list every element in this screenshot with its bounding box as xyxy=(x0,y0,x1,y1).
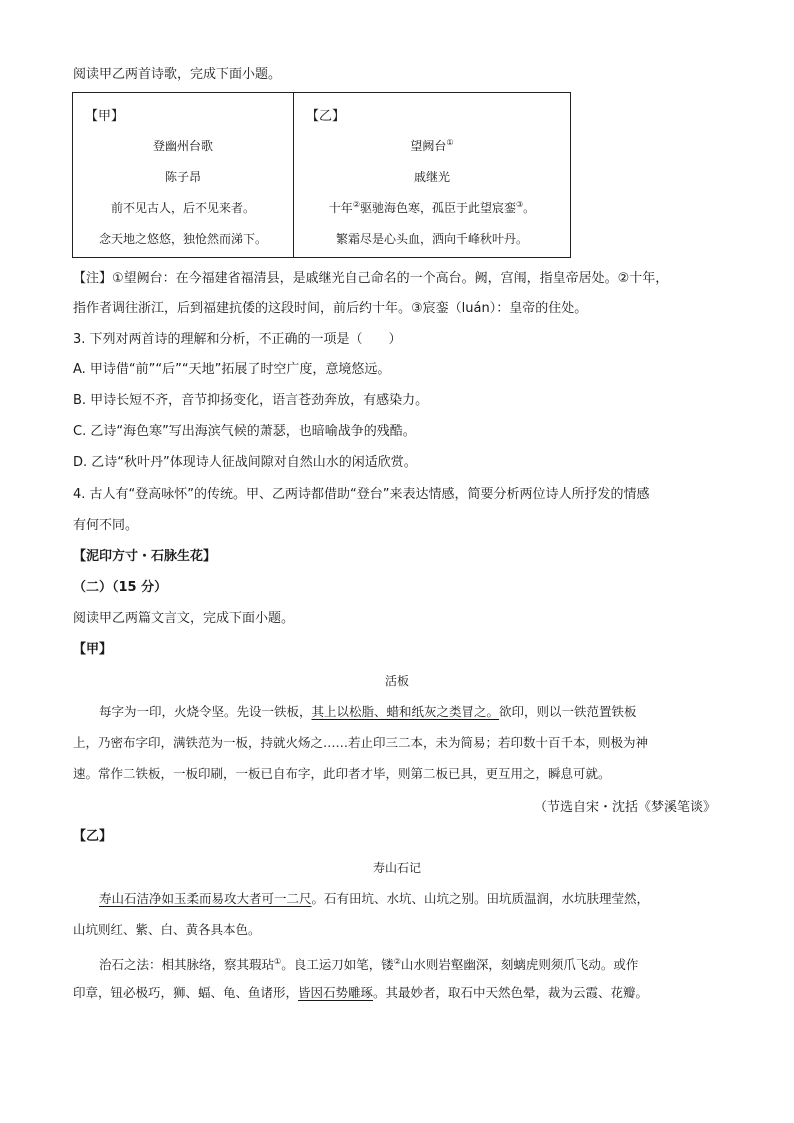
footnote-marker: ② xyxy=(393,957,401,966)
text-a-tag: 【甲】 xyxy=(73,642,113,657)
question-3-option-c: C. 乙诗“海色寒”写出海滨气候的萧瑟，也暗喻战争的残酷。 xyxy=(73,424,416,439)
poem-b-title-text: 望阙台 xyxy=(410,139,447,153)
note-line1: 【注】①望阙台：在今福建省福清县，是戚继光自己命名的一个高台。阙，宫闱，指皇帝居处。②十年， xyxy=(73,271,669,286)
text-b-paragraph-line2: 山坑则红、紫、白、黄各具本色。 xyxy=(73,922,261,937)
poem-a-line1: 前不见古人，后不见来者。 xyxy=(110,201,255,215)
text-b-title: 寿山石记 xyxy=(372,861,421,875)
poem-b-cell xyxy=(294,93,570,257)
text-a-paragraph-line2: 上，乃密布字印，满铁范为一板，持就火炀之……若止印三二本，未为简易；若印数十百千本，则极为神 xyxy=(73,735,649,750)
underlined-sentence: 其上以松脂、蜡和纸灰之类冒之。 xyxy=(311,704,500,719)
intro-2-text: 阅读甲乙两篇文言文，完成下面小题。 xyxy=(73,611,295,626)
intro-text: 阅读甲乙两首诗歌，完成下面小题。 xyxy=(73,67,282,82)
poem-b-line1 xyxy=(294,199,570,216)
text-b-p3-c: 山水则岩壑幽深，刻螭虎则须爪飞动。或作 xyxy=(400,957,639,973)
question-3-option-b: B. 甲诗长短不齐，音节抑扬变化，语言苍劲奔放，有感染力。 xyxy=(73,393,429,408)
poem-b-line1-c: 。 xyxy=(523,201,536,215)
footnote-marker: ① xyxy=(446,138,454,147)
text-a-paragraph-line3: 速。常作二铁板，一板印刷，一板已自布字，此印者才毕，则第二板已具，更互用之，瞬息可就。 xyxy=(73,766,611,781)
poem-b-author: 戚继光 xyxy=(413,170,450,184)
poem-a-cell xyxy=(73,93,293,257)
poem-b-tag: 【乙】 xyxy=(306,109,346,124)
poem-b-line1-a: 十年 xyxy=(328,201,353,215)
underlined-sentence: 寿山石洁净如玉柔而易攻大者可一二尺 xyxy=(99,891,312,906)
text-b-paragraph-line4 xyxy=(73,983,648,1003)
poem-a-tag: 【甲】 xyxy=(85,109,125,124)
text-b-p4-b: 。其最妙者，取石中天然色晕，裁为云霞、花瓣。 xyxy=(373,985,649,1000)
text-b-p1-b: 。石有田坑、水坑、山坑之别。田坑质温润，水坑肤理莹然， xyxy=(311,891,650,906)
text-b-tag: 【乙】 xyxy=(73,829,113,844)
poem-a-author: 陈子昂 xyxy=(164,170,201,184)
poem-b-title xyxy=(294,137,570,154)
footnote-marker: ② xyxy=(352,200,360,209)
text-a-paragraph-line1 xyxy=(99,702,637,722)
section-title: 【泥印方寸・石脉生花】 xyxy=(73,549,217,564)
text-a-p1-b: 欲印，则以一铁范置铁板 xyxy=(499,704,637,719)
text-a-source: （节选自宋・沈括《梦溪笔谈》 xyxy=(533,800,716,815)
poem-a-title: 登幽州台歌 xyxy=(152,139,213,153)
text-b-paragraph-line1 xyxy=(99,889,649,909)
text-b-p3-a: 治石之法：相其脉络，察其瑕玷 xyxy=(99,957,275,973)
poem-b-line2: 繁霜尽是心头血，洒向千峰秋叶丹。 xyxy=(335,232,528,246)
question-3-stem: 3. 下列对两首诗的理解和分析，不正确的一项是（ ） xyxy=(73,332,402,347)
poem-b-line1-b: 驱驰海色寒，孤臣于此望宸銮 xyxy=(359,201,516,215)
note-line2: 指作者调往浙江，后到福建抗倭的这段时间，前后约十年。③宸銮（luán）：皇帝的住处。 xyxy=(73,301,588,316)
text-b-p4-a: 印章，钮必极巧，狮、蝠、龟、鱼诸形， xyxy=(73,985,299,1000)
text-b-paragraph-line3 xyxy=(99,952,638,975)
footnote-marker: ① xyxy=(274,957,282,966)
question-4-line2: 有何不同。 xyxy=(73,518,139,533)
footnote-marker: ③ xyxy=(516,200,524,209)
question-3-option-d: D. 乙诗“秋叶丹”体现诗人征战间隙对自然山水的闲适欣赏。 xyxy=(73,455,417,470)
text-a-title: 活板 xyxy=(384,674,409,688)
text-a-p1-a: 每字为一印，火烧令坚。先设一铁板， xyxy=(99,704,312,719)
poem-a-line2: 念天地之悠悠，独怆然而涕下。 xyxy=(98,232,267,246)
text-b-p3-b: 。良工运刀如笔，镂 xyxy=(281,957,394,973)
question-3-option-a: A. 甲诗借“前”“后”“天地”拓展了时空广度，意境悠远。 xyxy=(73,362,391,377)
underlined-sentence: 皆因石势雕琢 xyxy=(298,985,374,1000)
question-4-line1: 4. 古人有“登高咏怀”的传统。甲、乙两诗都借助“登台”来表达情感，简要分析两位诗人所抒发的情感 xyxy=(73,487,650,502)
poem-table xyxy=(72,92,571,258)
part-2-heading: （二）（15 分） xyxy=(73,580,168,595)
